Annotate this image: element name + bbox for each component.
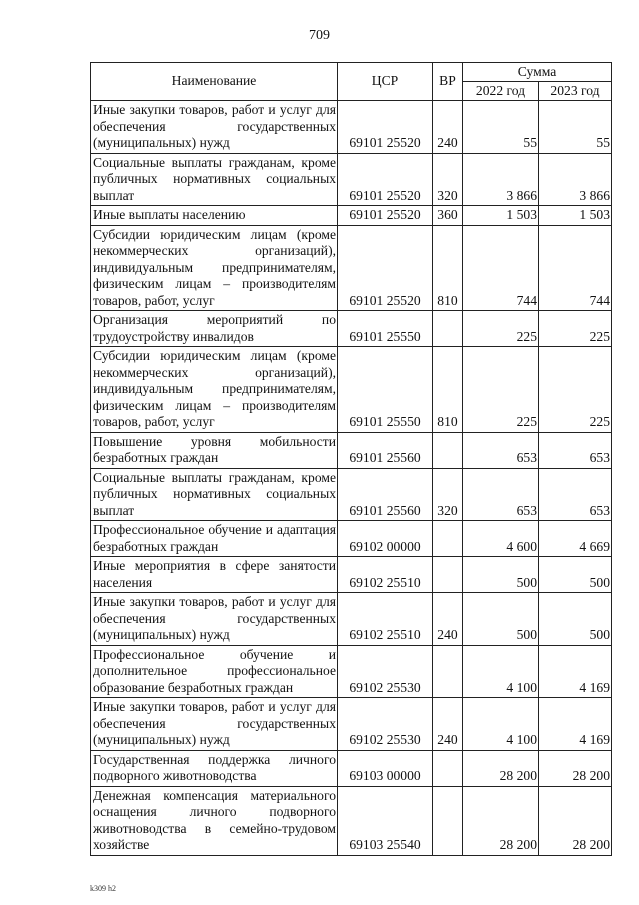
row-amount-2023: 500: [539, 557, 612, 593]
budget-table: [90, 62, 612, 856]
row-name: Профессиональное обучение и дополнительное профессиональное образование безработных граждан: [91, 645, 338, 698]
row-amount-2023: 4 669: [539, 521, 612, 557]
row-vr: [433, 311, 463, 347]
row-amount-2022: 653: [463, 468, 539, 521]
table-row: [91, 645, 612, 698]
table-body: [91, 101, 612, 856]
row-amount-2022: 4 100: [463, 645, 539, 698]
row-csr: 69101 25520: [338, 153, 433, 206]
row-vr: 320: [433, 153, 463, 206]
row-vr: [433, 432, 463, 468]
row-csr: 69103 25540: [338, 786, 433, 855]
row-csr: 69102 25530: [338, 698, 433, 751]
row-vr: [433, 786, 463, 855]
row-amount-2022: 1 503: [463, 206, 539, 226]
table-row: [91, 101, 612, 154]
header-sum: Сумма: [463, 63, 612, 82]
budget-table-container: [90, 62, 611, 856]
table-row: [91, 750, 612, 786]
row-csr: 69101 25520: [338, 206, 433, 226]
table-row: [91, 347, 612, 433]
row-amount-2023: 3 866: [539, 153, 612, 206]
row-amount-2022: 225: [463, 347, 539, 433]
row-amount-2023: 744: [539, 225, 612, 311]
row-name: Повышение уровня мобильности безработных граждан: [91, 432, 338, 468]
row-amount-2023: 28 200: [539, 750, 612, 786]
header-year-2023: 2023 год: [539, 82, 612, 101]
row-csr: 69103 00000: [338, 750, 433, 786]
header-year-2022: 2022 год: [463, 82, 539, 101]
row-amount-2022: 744: [463, 225, 539, 311]
row-csr: 69101 25520: [338, 101, 433, 154]
row-amount-2022: 500: [463, 593, 539, 646]
footer-code: k309 h2: [90, 884, 116, 893]
row-amount-2022: 500: [463, 557, 539, 593]
row-name: Иные закупки товаров, работ и услуг для обеспечения государственных (муниципальных) нужд: [91, 101, 338, 154]
row-name: Иные закупки товаров, работ и услуг для обеспечения государственных (муниципальных) нужд: [91, 593, 338, 646]
row-name: Государственная поддержка личного подворного животноводства: [91, 750, 338, 786]
row-amount-2023: 500: [539, 593, 612, 646]
row-amount-2022: 55: [463, 101, 539, 154]
row-amount-2023: 4 169: [539, 698, 612, 751]
row-csr: 69101 25520: [338, 225, 433, 311]
row-name: Субсидии юридическим лицам (кроме некоммерческих организаций), индивидуальным предпринимателям, физическим лицам – производителям товаров, работ, услуг: [91, 225, 338, 311]
row-csr: 69101 25560: [338, 432, 433, 468]
row-amount-2022: 28 200: [463, 786, 539, 855]
row-vr: [433, 557, 463, 593]
table-row: [91, 225, 612, 311]
row-csr: 69102 25510: [338, 593, 433, 646]
table-row: [91, 311, 612, 347]
row-amount-2022: 225: [463, 311, 539, 347]
row-name: Денежная компенсация материального оснащения личного подворного животноводства в семейно-трудовом хозяйстве: [91, 786, 338, 855]
row-vr: 240: [433, 698, 463, 751]
table-row: [91, 557, 612, 593]
row-amount-2023: 1 503: [539, 206, 612, 226]
row-vr: 810: [433, 225, 463, 311]
row-vr: 810: [433, 347, 463, 433]
header-vr: ВР: [433, 63, 463, 101]
row-vr: 240: [433, 101, 463, 154]
table-header: [91, 63, 612, 101]
row-amount-2022: 3 866: [463, 153, 539, 206]
row-csr: 69102 25530: [338, 645, 433, 698]
row-amount-2023: 225: [539, 311, 612, 347]
table-row: [91, 786, 612, 855]
row-csr: 69101 25550: [338, 347, 433, 433]
table-row: [91, 432, 612, 468]
row-name: Иные мероприятия в сфере занятости населения: [91, 557, 338, 593]
row-name: Иные выплаты населению: [91, 206, 338, 226]
table-row: [91, 521, 612, 557]
row-amount-2022: 28 200: [463, 750, 539, 786]
table-row: [91, 206, 612, 226]
row-csr: 69102 25510: [338, 557, 433, 593]
row-amount-2023: 4 169: [539, 645, 612, 698]
row-name: Социальные выплаты гражданам, кроме публичных нормативных социальных выплат: [91, 153, 338, 206]
row-name: Социальные выплаты гражданам, кроме публичных нормативных социальных выплат: [91, 468, 338, 521]
row-vr: [433, 750, 463, 786]
row-csr: 69102 00000: [338, 521, 433, 557]
row-amount-2023: 653: [539, 432, 612, 468]
table-row: [91, 153, 612, 206]
header-name: Наименование: [91, 63, 338, 101]
row-amount-2023: 28 200: [539, 786, 612, 855]
row-amount-2022: 4 100: [463, 698, 539, 751]
row-amount-2023: 225: [539, 347, 612, 433]
row-csr: 69101 25560: [338, 468, 433, 521]
header-csr: ЦСР: [338, 63, 433, 101]
table-row: [91, 468, 612, 521]
row-amount-2022: 4 600: [463, 521, 539, 557]
row-amount-2023: 55: [539, 101, 612, 154]
row-vr: 360: [433, 206, 463, 226]
row-name: Организация мероприятий по трудоустройству инвалидов: [91, 311, 338, 347]
row-csr: 69101 25550: [338, 311, 433, 347]
row-amount-2023: 653: [539, 468, 612, 521]
table-row: [91, 698, 612, 751]
row-vr: 240: [433, 593, 463, 646]
table-row: [91, 593, 612, 646]
page-number: 709: [309, 28, 330, 43]
row-name: Профессиональное обучение и адаптация безработных граждан: [91, 521, 338, 557]
row-vr: 320: [433, 468, 463, 521]
row-vr: [433, 521, 463, 557]
row-vr: [433, 645, 463, 698]
row-amount-2022: 653: [463, 432, 539, 468]
row-name: Иные закупки товаров, работ и услуг для обеспечения государственных (муниципальных) нужд: [91, 698, 338, 751]
row-name: Субсидии юридическим лицам (кроме некоммерческих организаций), индивидуальным предпринимателям, физическим лицам – производителям товаров, работ, услуг: [91, 347, 338, 433]
